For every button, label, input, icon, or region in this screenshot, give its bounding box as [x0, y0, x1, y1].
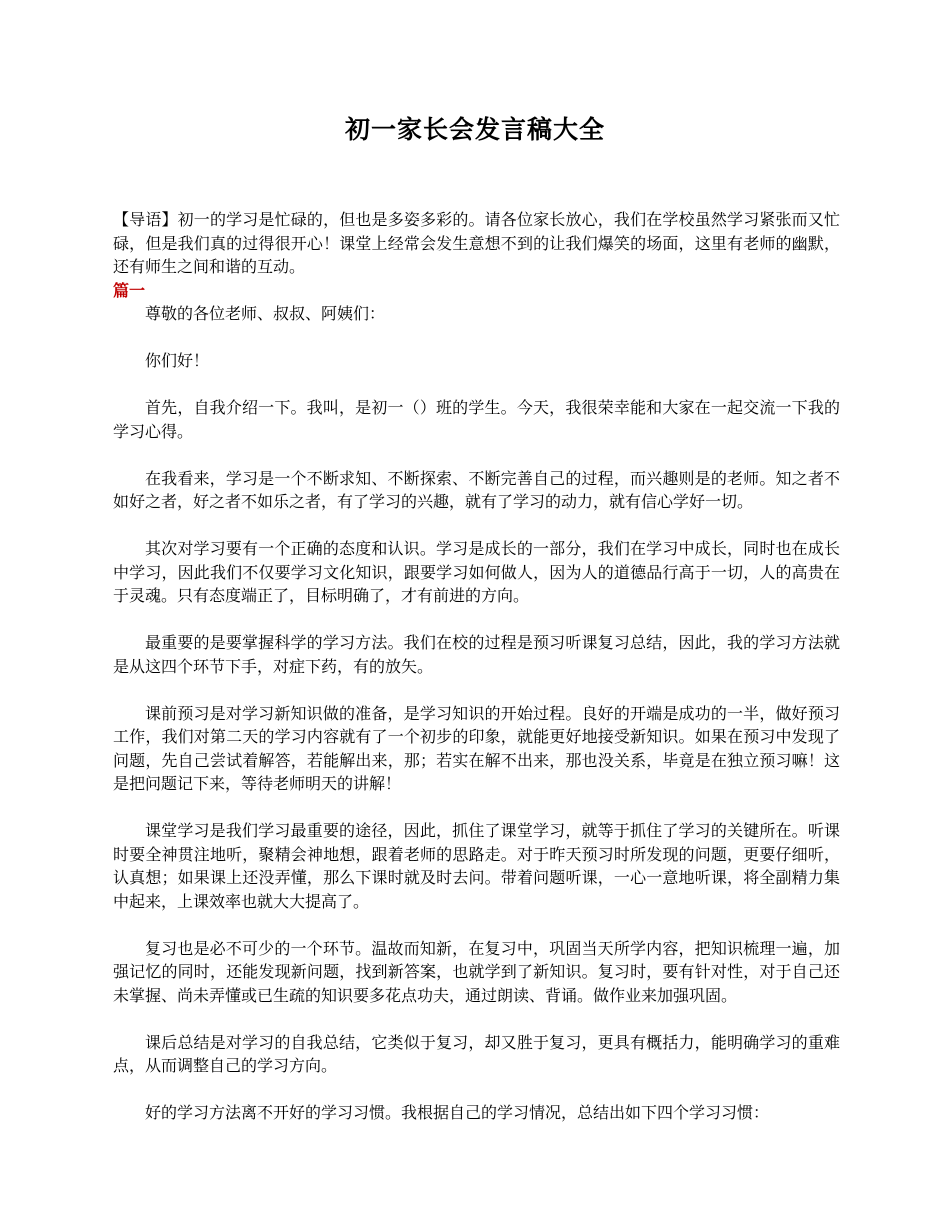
- intro-paragraph: 【导语】初一的学习是忙碌的，但也是多姿多彩的。请各位家长放心，我们在学校虽然学习紧张而又忙碌，但是我们真的过得很开心！课堂上经常会发生意想不到的让我们爆笑的场面，这里有老师的幽默，还有师生之间和谐的互动。: [113, 210, 840, 276]
- body-paragraph: 课堂学习是我们学习最重要的途径，因此，抓住了课堂学习，就等于抓住了学习的关键所在。听课时要全神贯注地听，聚精会神地想，跟着老师的思路走。对于昨天预习时所发现的问题，更要仔细听，认真想；如果课上还没弄懂，那么下课时就及时去问。带着问题听课，一心一意地听课，将全副精力集中起来，上课效率也就大大提高了。: [113, 821, 840, 911]
- body-paragraph: 其次对学习要有一个正确的态度和认识。学习是成长的一部分，我们在学习中成长，同时也在成长中学习，因此我们不仅要学习文化知识，跟要学习如何做人，因为人的道德品行高于一切，人的高贵在于灵魂。只有态度端正了，目标明确了，才有前进的方向。: [113, 539, 840, 605]
- document-body: [113, 208, 840, 1125]
- body-paragraph: 复习也是必不可少的一个环节。温故而知新，在复习中，巩固当天所学内容，把知识梳理一遍，加强记忆的同时，还能发现新问题，找到新答案，也就学到了新知识。复习时，要有针对性，对于自己还未掌握、尚未弄懂或已生疏的知识要多花点功夫，通过朗读、背诵。做作业来加强巩固。: [113, 938, 840, 1005]
- document-title: 初一家长会发言稿大全: [344, 115, 605, 144]
- body-paragraph: 课后总结是对学习的自我总结，它类似于复习，却又胜于复习，更具有概括力，能明确学习的重难点，从而调整自己的学习方向。: [113, 1032, 840, 1075]
- body-paragraph: 首先，自我介绍一下。我叫，是初一（）班的学生。今天，我很荣幸能和大家在一起交流一下我的学习心得。: [113, 398, 840, 441]
- body-paragraph: 在我看来，学习是一个不断求知、不断探索、不断完善自己的过程，而兴趣则是的老师。知之者不如好之者，好之者不如乐之者，有了学习的兴趣，就有了学习的动力，就有信心学好一切。: [113, 468, 840, 511]
- body-paragraph: 最重要的是要掌握科学的学习方法。我们在校的过程是预习听课复习总结，因此，我的学习方法就是从这四个环节下手，对症下药，有的放矢。: [113, 633, 840, 676]
- greeting-paragraph: 你们好！: [145, 351, 210, 370]
- salutation-paragraph: 尊敬的各位老师、叔叔、阿姨们：: [145, 304, 386, 323]
- body-paragraph: 课前预习是对学习新知识做的准备，是学习知识的开始过程。良好的开端是成功的一半，做好预习工作，我们对第二天的学习内容就有了一个初步的印象，就能更好地接受新知识。如果在预习中发现了问题，先自己尝试着解答，若能解出来，那；若实在解不出来，那也没关系，毕竟是在独立预习嘛！这是把问题记下来，等待老师明天的讲解！: [113, 703, 840, 793]
- section-label: 篇一: [113, 280, 146, 300]
- body-paragraph: 好的学习方法离不开好的学习习惯。我根据自己的学习情况，总结出如下四个学习习惯：: [145, 1103, 770, 1122]
